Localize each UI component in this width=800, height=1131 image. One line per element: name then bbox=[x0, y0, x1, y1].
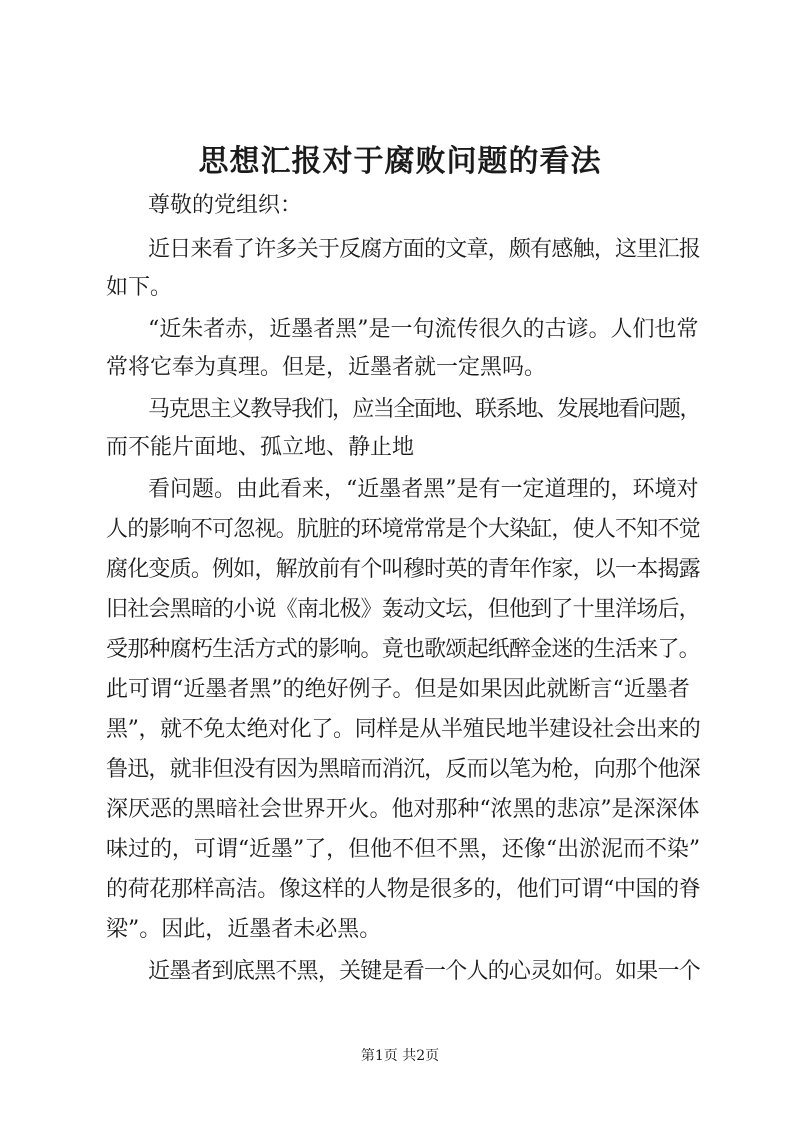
body-line: 此可谓“近墨者黑”的绝好例子。但是如果因此就断言“近墨者 bbox=[106, 677, 690, 702]
body-line: “近朱者赤，近墨者黑”是一句流传很久的古谚。人们也常 bbox=[148, 317, 699, 342]
document-title: 思想汇报对于腐败问题的看法 bbox=[198, 144, 602, 179]
body-line: 的荷花那样高洁。像这样的人物是很多的，他们可谓“中国的脊 bbox=[106, 877, 701, 902]
page-footer: 第1页 共2页 bbox=[360, 1048, 440, 1064]
body-line: 深厌恶的黑暗社会世界开火。他对那种“浓黑的悲凉”是深深体 bbox=[106, 797, 700, 822]
body-line: 近日来看了许多关于反腐方面的文章，颇有感触，这里汇报 bbox=[148, 237, 700, 262]
body-line: 受那种腐朽生活方式的影响。竟也歌颂起纸醉金迷的生活来了。 bbox=[106, 637, 700, 662]
body-line: 如下。 bbox=[106, 275, 173, 300]
body-line: 马克思主义教导我们，应当全面地、联系地、发展地看问题， bbox=[148, 397, 700, 422]
body-line: 梁”。因此，近墨者未必黑。 bbox=[106, 917, 382, 942]
body-line: 近墨者到底黑不黑，关键是看一个人的心灵如何。如果一个 bbox=[148, 959, 700, 984]
body-line: 尊敬的党组织： bbox=[148, 193, 303, 218]
body-line: 而不能片面地、孤立地、静止地 bbox=[106, 435, 415, 460]
body-line: 看问题。由此看来，“近墨者黑”是有一定道理的，环境对 bbox=[148, 477, 699, 502]
body-line: 黑”，就不免太绝对化了。同样是从半殖民地半建设社会出来的 bbox=[106, 717, 701, 742]
body-line: 鲁迅，就非但没有因为黑暗而消沉，反而以笔为枪，向那个他深 bbox=[106, 757, 700, 782]
body-line: 人的影响不可忽视。肮脏的环境常常是个大染缸，使人不知不觉 bbox=[106, 517, 700, 542]
body-line: 味过的，可谓“近墨”了，但他不但不黑，还像“出淤泥而不染” bbox=[106, 837, 701, 862]
body-line: 常将它奉为真理。但是，近墨者就一定黑吗。 bbox=[106, 355, 547, 380]
body-line: 旧社会黑暗的小说《南北极》轰动文坛，但他到了十里洋场后， bbox=[106, 597, 700, 622]
body-line: 腐化变质。例如，解放前有个叫穆时英的青年作家，以一本揭露 bbox=[106, 557, 700, 582]
